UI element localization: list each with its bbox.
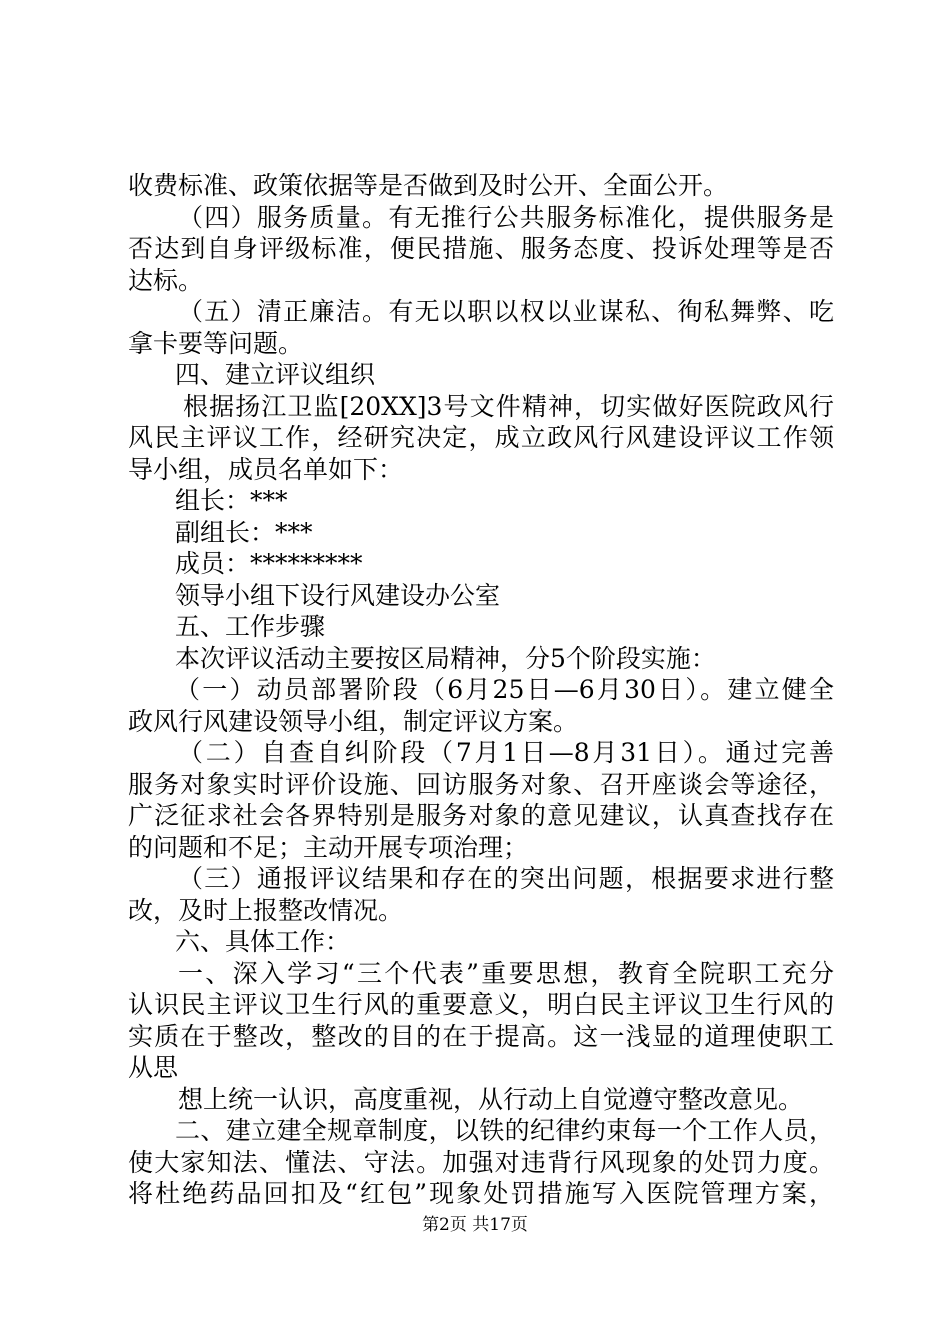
text-line-33: 将杜绝药品回扣及“红包”现象处罚措施写入医院管理方案， <box>128 1179 834 1208</box>
text-line-17: （一）动员部署阶段（6月25日—6月30日）。建立健全 <box>175 675 834 704</box>
text-line-31: 二、建立建全规章制度，以铁的纪律约束每一个工作人员， <box>175 1116 834 1145</box>
text-line-9: 风民主评议工作，经研究决定，成立政风行风建设评议工作领 <box>128 423 834 452</box>
text-line-6: 拿卡要等问题。 <box>128 328 304 358</box>
text-line-28: 实质在于整改，整改的目的在于提高。这一浅显的道理使职工 <box>128 1021 834 1051</box>
text-line-30: 想上统一认识，高度重视，从行动上自觉遵守整改意见。 <box>178 1084 804 1114</box>
page-footer <box>0 1214 950 1236</box>
text-line-8: 根据扬江卫监[20XX]3号文件精神，切实做好医院政风行 <box>183 391 834 421</box>
document-body <box>128 170 834 1210</box>
text-line-23: （三）通报评议结果和存在的突出问题，根据要求进行整 <box>178 864 834 893</box>
section-heading-5: 五、工作步骤 <box>175 612 326 641</box>
member-leader: 组长：*** <box>175 486 288 515</box>
text-line-29: 从思 <box>128 1053 179 1082</box>
text-line-22: 的问题和不足；主动开展专项治理； <box>128 832 529 862</box>
text-line-20: 服务对象实时评价设施、回访服务对象、召开座谈会等途径， <box>128 769 834 799</box>
text-line-18: 政风行风建设领导小组，制定评议方案。 <box>128 706 579 736</box>
text-line-2: （四）服务质量。有无推行公共服务标准化，提供服务是 <box>178 202 834 232</box>
text-line-14: 领导小组下设行风建设办公室 <box>175 580 501 610</box>
page-number: 第2页 共17页 <box>422 1215 528 1235</box>
section-heading-6: 六、具体工作： <box>175 927 351 956</box>
text-line-24: 改，及时上报整改情况。 <box>128 895 404 925</box>
section-heading-4: 四、建立评议组织 <box>175 360 376 389</box>
member-deputy-leader: 副组长：*** <box>175 517 313 547</box>
text-line-27: 认识民主评议卫生行风的重要意义，明白民主评议卫生行风的 <box>128 990 834 1019</box>
text-line-3: 否达到自身评级标准，便民措施、服务态度、投诉处理等是否 <box>128 234 834 263</box>
text-line-1: 收费标准、政策依据等是否做到及时公开、全面公开。 <box>128 171 729 200</box>
text-line-19: （二）自查自纠阶段（7月1日—8月31日）。通过完善 <box>178 738 834 767</box>
text-line-32: 使大家知法、懂法、守法。加强对违背行风现象的处罚力度。 <box>128 1147 834 1177</box>
text-line-21: 广泛征求社会各界特别是服务对象的意见建议，认真查找存在 <box>128 801 834 830</box>
text-line-16: 本次评议活动主要按区局精神，分5个阶段实施： <box>175 643 716 673</box>
text-line-5: （五）清正廉洁。有无以职以权以业谋私、徇私舞弊、吃 <box>178 297 834 326</box>
member-members: 成员：********* <box>175 549 363 578</box>
text-line-10: 导小组，成员名单如下： <box>128 454 404 484</box>
text-line-26: 一、深入学习“三个代表”重要思想，教育全院职工充分 <box>178 958 834 988</box>
text-line-4: 达标。 <box>128 265 204 295</box>
